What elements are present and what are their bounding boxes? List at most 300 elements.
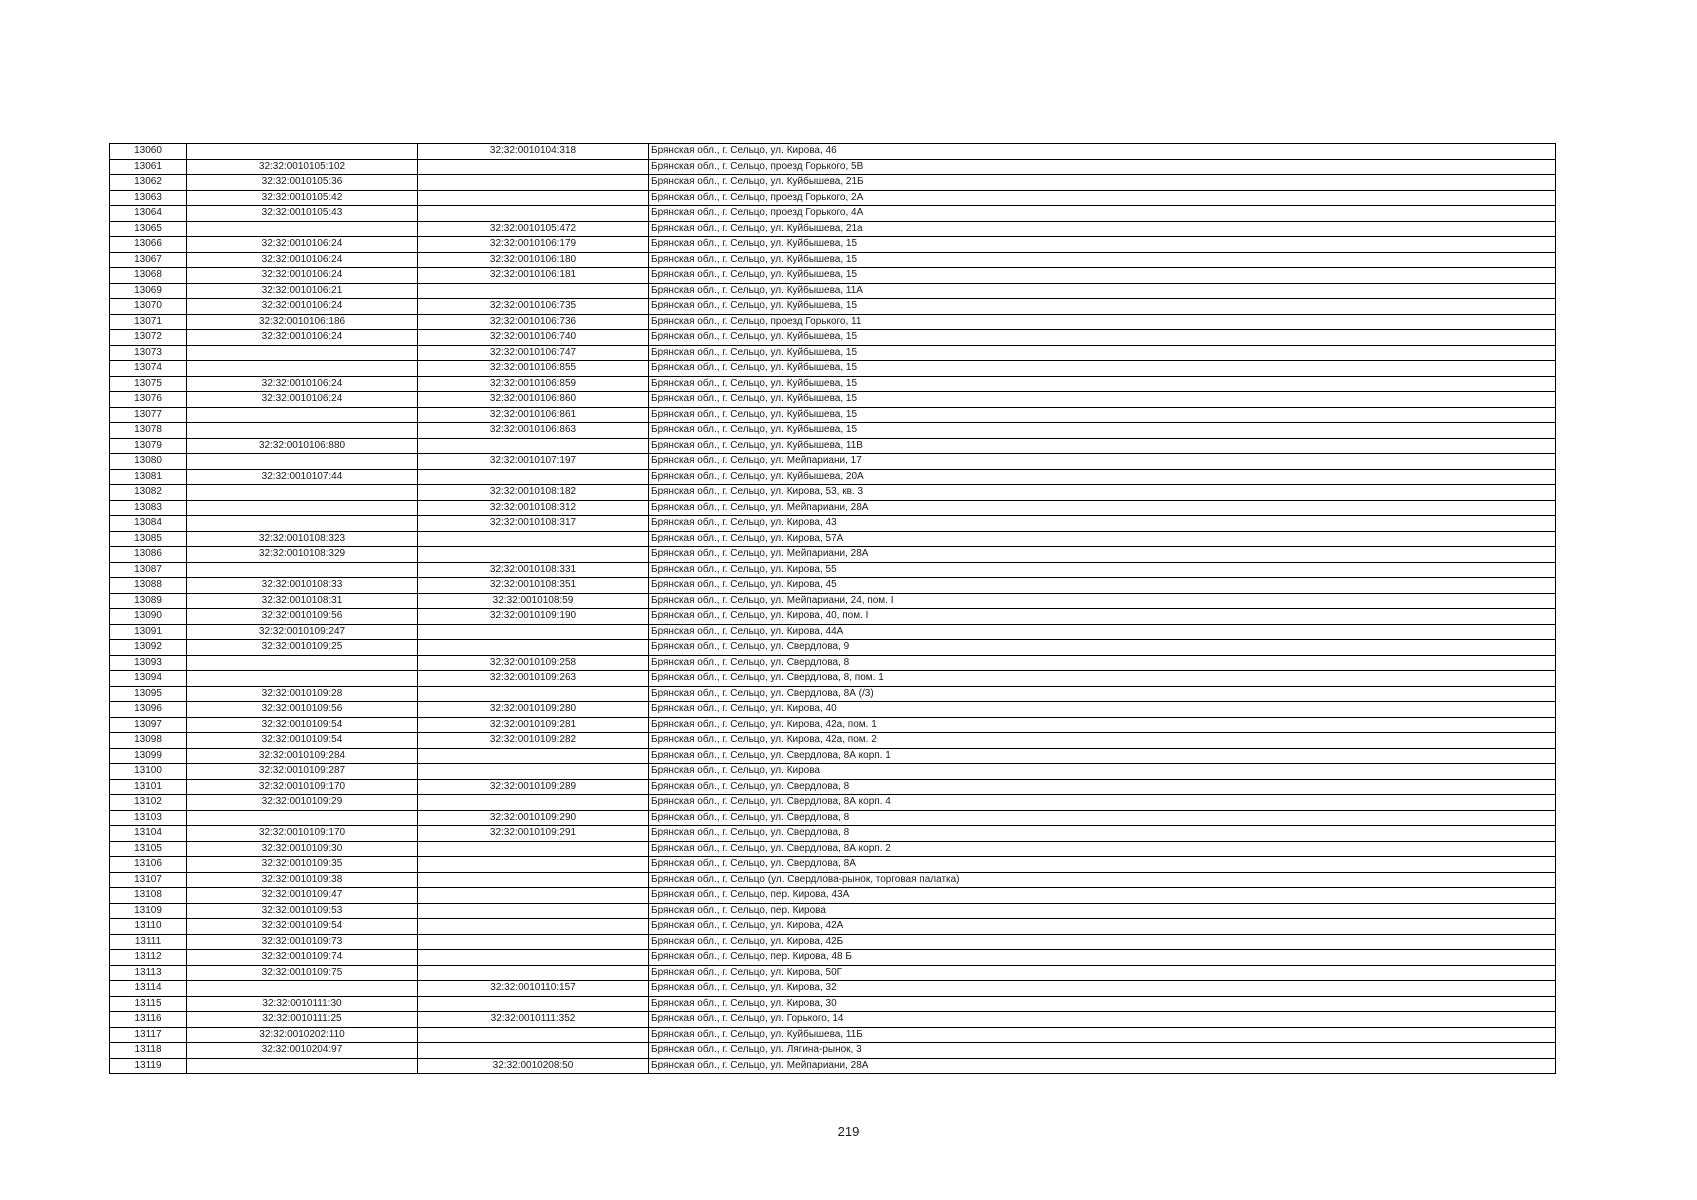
cadastral-number-cell: 32:32:0010109:47	[187, 888, 418, 904]
row-number-cell: 13115	[110, 996, 187, 1012]
row-number-cell: 13061	[110, 159, 187, 175]
table-row	[110, 159, 1556, 175]
address-cell: Брянская обл., г. Сельцо, ул. Кирова, 30	[649, 996, 1556, 1012]
table-row	[110, 593, 1556, 609]
row-number-cell: 13062	[110, 175, 187, 191]
address-cell: Брянская обл., г. Сельцо, ул. Кирова, 55	[649, 562, 1556, 578]
new-cadastral-number-cell: 32:32:0010108:331	[418, 562, 649, 578]
table-row	[110, 857, 1556, 873]
registry-table	[109, 143, 1556, 1074]
new-cadastral-number-cell	[418, 795, 649, 811]
new-cadastral-number-cell	[418, 547, 649, 563]
new-cadastral-number-cell: 32:32:0010106:747	[418, 345, 649, 361]
new-cadastral-number-cell	[418, 748, 649, 764]
new-cadastral-number-cell: 32:32:0010106:861	[418, 407, 649, 423]
address-cell: Брянская обл., г. Сельцо, ул. Кирова, 45	[649, 578, 1556, 594]
cadastral-number-cell: 32:32:0010105:42	[187, 190, 418, 206]
cadastral-number-cell: 32:32:0010108:323	[187, 531, 418, 547]
cadastral-number-cell: 32:32:0010109:74	[187, 950, 418, 966]
table-row	[110, 299, 1556, 315]
cadastral-number-cell: 32:32:0010109:29	[187, 795, 418, 811]
address-cell: Брянская обл., г. Сельцо, проезд Горького, 2А	[649, 190, 1556, 206]
cadastral-number-cell: 32:32:0010109:56	[187, 609, 418, 625]
row-number-cell: 13091	[110, 624, 187, 640]
row-number-cell: 13117	[110, 1027, 187, 1043]
row-number-cell: 13106	[110, 857, 187, 873]
row-number-cell: 13096	[110, 702, 187, 718]
table-row	[110, 407, 1556, 423]
address-cell: Брянская обл., г. Сельцо, ул. Мейпариани, 28А	[649, 1058, 1556, 1074]
address-cell: Брянская обл., г. Сельцо, ул. Кирова, 46	[649, 144, 1556, 160]
address-cell: Брянская обл., г. Сельцо, ул. Кирова, 32	[649, 981, 1556, 997]
new-cadastral-number-cell	[418, 190, 649, 206]
row-number-cell: 13118	[110, 1043, 187, 1059]
row-number-cell: 13088	[110, 578, 187, 594]
new-cadastral-number-cell: 32:32:0010109:263	[418, 671, 649, 687]
address-cell: Брянская обл., г. Сельцо, ул. Кирова, 50Г	[649, 965, 1556, 981]
table-row	[110, 252, 1556, 268]
table-row	[110, 268, 1556, 284]
row-number-cell: 13101	[110, 779, 187, 795]
address-cell: Брянская обл., г. Сельцо, ул. Куйбышева, 15	[649, 361, 1556, 377]
new-cadastral-number-cell: 32:32:0010104:318	[418, 144, 649, 160]
cadastral-number-cell: 32:32:0010105:43	[187, 206, 418, 222]
address-cell: Брянская обл., г. Сельцо, ул. Мейпариани, 28А	[649, 547, 1556, 563]
table-row	[110, 950, 1556, 966]
address-cell: Брянская обл., г. Сельцо, ул. Кирова, 57А	[649, 531, 1556, 547]
row-number-cell: 13060	[110, 144, 187, 160]
address-cell: Брянская обл., г. Сельцо, ул. Куйбышева, 15	[649, 423, 1556, 439]
new-cadastral-number-cell	[418, 686, 649, 702]
address-cell: Брянская обл., г. Сельцо, ул. Кирова, 44А	[649, 624, 1556, 640]
new-cadastral-number-cell: 32:32:0010108:312	[418, 500, 649, 516]
new-cadastral-number-cell: 32:32:0010109:280	[418, 702, 649, 718]
table-row	[110, 423, 1556, 439]
row-number-cell: 13107	[110, 872, 187, 888]
new-cadastral-number-cell	[418, 841, 649, 857]
cadastral-number-cell	[187, 454, 418, 470]
new-cadastral-number-cell: 32:32:0010109:290	[418, 810, 649, 826]
cadastral-number-cell: 32:32:0010105:102	[187, 159, 418, 175]
cadastral-number-cell	[187, 345, 418, 361]
new-cadastral-number-cell	[418, 764, 649, 780]
cadastral-number-cell: 32:32:0010109:287	[187, 764, 418, 780]
cadastral-number-cell	[187, 810, 418, 826]
new-cadastral-number-cell: 32:32:0010106:179	[418, 237, 649, 253]
row-number-cell: 13064	[110, 206, 187, 222]
cadastral-number-cell: 32:32:0010106:24	[187, 299, 418, 315]
table-row	[110, 919, 1556, 935]
cadastral-number-cell: 32:32:0010109:30	[187, 841, 418, 857]
address-cell: Брянская обл., г. Сельцо, ул. Куйбышева, 15	[649, 407, 1556, 423]
address-cell: Брянская обл., г. Сельцо, пер. Кирова	[649, 903, 1556, 919]
new-cadastral-number-cell: 32:32:0010109:289	[418, 779, 649, 795]
address-cell: Брянская обл., г. Сельцо, ул. Свердлова, 8	[649, 779, 1556, 795]
row-number-cell: 13080	[110, 454, 187, 470]
table-row	[110, 438, 1556, 454]
row-number-cell: 13090	[110, 609, 187, 625]
row-number-cell: 13068	[110, 268, 187, 284]
new-cadastral-number-cell: 32:32:0010109:258	[418, 655, 649, 671]
table-row	[110, 764, 1556, 780]
new-cadastral-number-cell: 32:32:0010106:740	[418, 330, 649, 346]
address-cell: Брянская обл., г. Сельцо, ул. Кирова, 42а, пом. 1	[649, 717, 1556, 733]
table-row	[110, 655, 1556, 671]
address-cell: Брянская обл., г. Сельцо, ул. Свердлова, 9	[649, 640, 1556, 656]
new-cadastral-number-cell: 32:32:0010106:180	[418, 252, 649, 268]
cadastral-number-cell: 32:32:0010109:54	[187, 717, 418, 733]
table-row	[110, 733, 1556, 749]
table-row	[110, 221, 1556, 237]
address-cell: Брянская обл., г. Сельцо, ул. Кирова, 43	[649, 516, 1556, 532]
cadastral-number-cell: 32:32:0010109:25	[187, 640, 418, 656]
new-cadastral-number-cell: 32:32:0010108:182	[418, 485, 649, 501]
address-cell: Брянская обл., г. Сельцо, ул. Свердлова, 8А	[649, 857, 1556, 873]
table-row	[110, 190, 1556, 206]
registry-table-body	[110, 144, 1556, 1074]
cadastral-number-cell: 32:32:0010106:21	[187, 283, 418, 299]
address-cell: Брянская обл., г. Сельцо, ул. Кирова, 42а, пом. 2	[649, 733, 1556, 749]
cadastral-number-cell: 32:32:0010109:35	[187, 857, 418, 873]
address-cell: Брянская обл., г. Сельцо, ул. Кирова, 40	[649, 702, 1556, 718]
table-row	[110, 376, 1556, 392]
address-cell: Брянская обл., г. Сельцо, проезд Горького, 11	[649, 314, 1556, 330]
table-row	[110, 903, 1556, 919]
address-cell: Брянская обл., г. Сельцо, ул. Куйбышева, 15	[649, 299, 1556, 315]
new-cadastral-number-cell	[418, 438, 649, 454]
row-number-cell: 13098	[110, 733, 187, 749]
cadastral-number-cell	[187, 1058, 418, 1074]
new-cadastral-number-cell: 32:32:0010109:281	[418, 717, 649, 733]
cadastral-number-cell: 32:32:0010109:247	[187, 624, 418, 640]
new-cadastral-number-cell	[418, 872, 649, 888]
table-row	[110, 810, 1556, 826]
table-row	[110, 702, 1556, 718]
address-cell: Брянская обл., г. Сельцо, ул. Свердлова, 8А (/3)	[649, 686, 1556, 702]
cadastral-number-cell	[187, 423, 418, 439]
table-row	[110, 237, 1556, 253]
new-cadastral-number-cell	[418, 159, 649, 175]
new-cadastral-number-cell: 32:32:0010106:735	[418, 299, 649, 315]
row-number-cell: 13103	[110, 810, 187, 826]
table-row	[110, 1012, 1556, 1028]
new-cadastral-number-cell: 32:32:0010109:291	[418, 826, 649, 842]
cadastral-number-cell: 32:32:0010108:329	[187, 547, 418, 563]
row-number-cell: 13119	[110, 1058, 187, 1074]
new-cadastral-number-cell: 32:32:0010106:181	[418, 268, 649, 284]
table-row	[110, 996, 1556, 1012]
row-number-cell: 13074	[110, 361, 187, 377]
row-number-cell: 13081	[110, 469, 187, 485]
cadastral-number-cell: 32:32:0010106:24	[187, 268, 418, 284]
address-cell: Брянская обл., г. Сельцо, ул. Кирова, 42Б	[649, 934, 1556, 950]
new-cadastral-number-cell	[418, 640, 649, 656]
cadastral-number-cell: 32:32:0010109:73	[187, 934, 418, 950]
address-cell: Брянская обл., г. Сельцо, ул. Куйбышева, 11В	[649, 438, 1556, 454]
row-number-cell: 13095	[110, 686, 187, 702]
new-cadastral-number-cell	[418, 1027, 649, 1043]
cadastral-number-cell: 32:32:0010106:24	[187, 237, 418, 253]
row-number-cell: 13108	[110, 888, 187, 904]
row-number-cell: 13076	[110, 392, 187, 408]
cadastral-number-cell: 32:32:0010202:110	[187, 1027, 418, 1043]
row-number-cell: 13100	[110, 764, 187, 780]
cadastral-number-cell: 32:32:0010111:30	[187, 996, 418, 1012]
address-cell: Брянская обл., г. Сельцо, ул. Кирова, 42А	[649, 919, 1556, 935]
row-number-cell: 13097	[110, 717, 187, 733]
cadastral-number-cell: 32:32:0010105:36	[187, 175, 418, 191]
table-row	[110, 640, 1556, 656]
address-cell: Брянская обл., г. Сельцо, ул. Куйбышева, 11А	[649, 283, 1556, 299]
cadastral-number-cell: 32:32:0010106:186	[187, 314, 418, 330]
address-cell: Брянская обл., г. Сельцо, ул. Куйбышева, 15	[649, 330, 1556, 346]
new-cadastral-number-cell	[418, 950, 649, 966]
table-row	[110, 330, 1556, 346]
table-row	[110, 469, 1556, 485]
new-cadastral-number-cell: 32:32:0010108:351	[418, 578, 649, 594]
new-cadastral-number-cell: 32:32:0010208:50	[418, 1058, 649, 1074]
row-number-cell: 13071	[110, 314, 187, 330]
new-cadastral-number-cell: 32:32:0010106:855	[418, 361, 649, 377]
row-number-cell: 13082	[110, 485, 187, 501]
row-number-cell: 13093	[110, 655, 187, 671]
new-cadastral-number-cell: 32:32:0010106:863	[418, 423, 649, 439]
table-row	[110, 981, 1556, 997]
table-row	[110, 624, 1556, 640]
row-number-cell: 13111	[110, 934, 187, 950]
address-cell: Брянская обл., г. Сельцо, ул. Куйбышева, 11Б	[649, 1027, 1556, 1043]
new-cadastral-number-cell: 32:32:0010109:282	[418, 733, 649, 749]
address-cell: Брянская обл., г. Сельцо, ул. Лягина-рынок, 3	[649, 1043, 1556, 1059]
address-cell: Брянская обл., г. Сельцо, ул. Мейпариани, 24, пом. I	[649, 593, 1556, 609]
new-cadastral-number-cell	[418, 175, 649, 191]
row-number-cell: 13109	[110, 903, 187, 919]
row-number-cell: 13105	[110, 841, 187, 857]
cadastral-number-cell: 32:32:0010108:33	[187, 578, 418, 594]
table-row	[110, 965, 1556, 981]
cadastral-number-cell: 32:32:0010106:24	[187, 252, 418, 268]
table-row	[110, 1043, 1556, 1059]
row-number-cell: 13086	[110, 547, 187, 563]
cadastral-number-cell	[187, 655, 418, 671]
table-row	[110, 175, 1556, 191]
cadastral-number-cell: 32:32:0010109:284	[187, 748, 418, 764]
table-row	[110, 872, 1556, 888]
cadastral-number-cell	[187, 361, 418, 377]
table-row	[110, 454, 1556, 470]
cadastral-number-cell: 32:32:0010106:24	[187, 376, 418, 392]
address-cell: Брянская обл., г. Сельцо, ул. Кирова, 53, кв. 3	[649, 485, 1556, 501]
cadastral-number-cell: 32:32:0010106:24	[187, 392, 418, 408]
row-number-cell: 13073	[110, 345, 187, 361]
cadastral-number-cell: 32:32:0010109:54	[187, 919, 418, 935]
address-cell: Брянская обл., г. Сельцо, ул. Куйбышева, 15	[649, 376, 1556, 392]
table-row	[110, 888, 1556, 904]
new-cadastral-number-cell: 32:32:0010108:317	[418, 516, 649, 532]
table-row	[110, 144, 1556, 160]
cadastral-number-cell	[187, 221, 418, 237]
table-row	[110, 485, 1556, 501]
address-cell: Брянская обл., г. Сельцо, ул. Куйбышева, 21а	[649, 221, 1556, 237]
row-number-cell: 13099	[110, 748, 187, 764]
new-cadastral-number-cell	[418, 857, 649, 873]
address-cell: Брянская обл., г. Сельцо, ул. Кирова	[649, 764, 1556, 780]
new-cadastral-number-cell: 32:32:0010109:190	[418, 609, 649, 625]
address-cell: Брянская обл., г. Сельцо, проезд Горького, 5В	[649, 159, 1556, 175]
new-cadastral-number-cell	[418, 531, 649, 547]
table-row	[110, 206, 1556, 222]
cadastral-number-cell: 32:32:0010106:24	[187, 330, 418, 346]
table-row	[110, 795, 1556, 811]
table-row	[110, 686, 1556, 702]
table-row	[110, 826, 1556, 842]
row-number-cell: 13078	[110, 423, 187, 439]
new-cadastral-number-cell: 32:32:0010106:859	[418, 376, 649, 392]
address-cell: Брянская обл., г. Сельцо, ул. Куйбышева, 21Б	[649, 175, 1556, 191]
address-cell: Брянская обл., г. Сельцо, ул. Мейпариани, 17	[649, 454, 1556, 470]
row-number-cell: 13089	[110, 593, 187, 609]
cadastral-number-cell: 32:32:0010109:170	[187, 779, 418, 795]
table-row	[110, 1058, 1556, 1074]
new-cadastral-number-cell: 32:32:0010105:472	[418, 221, 649, 237]
address-cell: Брянская обл., г. Сельцо (ул. Свердлова-рынок, торговая палатка)	[649, 872, 1556, 888]
address-cell: Брянская обл., г. Сельцо, ул. Куйбышева, 15	[649, 237, 1556, 253]
row-number-cell: 13087	[110, 562, 187, 578]
table-row	[110, 609, 1556, 625]
table-row	[110, 531, 1556, 547]
row-number-cell: 13070	[110, 299, 187, 315]
address-cell: Брянская обл., г. Сельцо, ул. Куйбышева, 15	[649, 392, 1556, 408]
address-cell: Брянская обл., г. Сельцо, ул. Куйбышева, 15	[649, 252, 1556, 268]
cadastral-number-cell: 32:32:0010111:25	[187, 1012, 418, 1028]
address-cell: Брянская обл., г. Сельцо, ул. Свердлова, 8	[649, 826, 1556, 842]
row-number-cell: 13116	[110, 1012, 187, 1028]
row-number-cell: 13112	[110, 950, 187, 966]
row-number-cell: 13110	[110, 919, 187, 935]
new-cadastral-number-cell	[418, 206, 649, 222]
address-cell: Брянская обл., г. Сельцо, проезд Горького, 4А	[649, 206, 1556, 222]
page-number: 219	[837, 1124, 860, 1139]
address-cell: Брянская обл., г. Сельцо, ул. Свердлова, 8А корп. 4	[649, 795, 1556, 811]
row-number-cell: 13072	[110, 330, 187, 346]
row-number-cell: 13063	[110, 190, 187, 206]
cadastral-number-cell: 32:32:0010109:38	[187, 872, 418, 888]
new-cadastral-number-cell	[418, 888, 649, 904]
new-cadastral-number-cell: 32:32:0010108:59	[418, 593, 649, 609]
cadastral-number-cell: 32:32:0010109:170	[187, 826, 418, 842]
address-cell: Брянская обл., г. Сельцо, ул. Куйбышева, 15	[649, 268, 1556, 284]
cadastral-number-cell: 32:32:0010109:53	[187, 903, 418, 919]
address-cell: Брянская обл., г. Сельцо, ул. Куйбышева, 20А	[649, 469, 1556, 485]
cadastral-number-cell: 32:32:0010106:880	[187, 438, 418, 454]
address-cell: Брянская обл., г. Сельцо, ул. Мейпариани, 28А	[649, 500, 1556, 516]
cadastral-number-cell: 32:32:0010204:97	[187, 1043, 418, 1059]
table-row	[110, 516, 1556, 532]
row-number-cell: 13102	[110, 795, 187, 811]
table-row	[110, 562, 1556, 578]
new-cadastral-number-cell	[418, 903, 649, 919]
row-number-cell: 13066	[110, 237, 187, 253]
row-number-cell: 13077	[110, 407, 187, 423]
new-cadastral-number-cell	[418, 469, 649, 485]
table-row	[110, 314, 1556, 330]
row-number-cell: 13104	[110, 826, 187, 842]
table-row	[110, 717, 1556, 733]
table-row	[110, 500, 1556, 516]
table-row	[110, 283, 1556, 299]
new-cadastral-number-cell	[418, 624, 649, 640]
address-cell: Брянская обл., г. Сельцо, ул. Кирова, 40, пом. I	[649, 609, 1556, 625]
table-row	[110, 934, 1556, 950]
row-number-cell: 13079	[110, 438, 187, 454]
address-cell: Брянская обл., г. Сельцо, ул. Горького, 14	[649, 1012, 1556, 1028]
cadastral-number-cell	[187, 981, 418, 997]
table-row	[110, 841, 1556, 857]
cadastral-number-cell: 32:32:0010109:75	[187, 965, 418, 981]
cadastral-number-cell: 32:32:0010108:31	[187, 593, 418, 609]
cadastral-number-cell	[187, 144, 418, 160]
cadastral-number-cell	[187, 671, 418, 687]
cadastral-number-cell	[187, 516, 418, 532]
row-number-cell: 13075	[110, 376, 187, 392]
new-cadastral-number-cell	[418, 283, 649, 299]
address-cell: Брянская обл., г. Сельцо, ул. Свердлова, 8, пом. 1	[649, 671, 1556, 687]
new-cadastral-number-cell: 32:32:0010111:352	[418, 1012, 649, 1028]
cadastral-number-cell: 32:32:0010109:28	[187, 686, 418, 702]
cadastral-number-cell	[187, 407, 418, 423]
table-row	[110, 1027, 1556, 1043]
address-cell: Брянская обл., г. Сельцо, ул. Свердлова, 8А корп. 1	[649, 748, 1556, 764]
cadastral-number-cell	[187, 485, 418, 501]
table-row	[110, 779, 1556, 795]
row-number-cell: 13083	[110, 500, 187, 516]
address-cell: Брянская обл., г. Сельцо, пер. Кирова, 43А	[649, 888, 1556, 904]
new-cadastral-number-cell	[418, 919, 649, 935]
cadastral-number-cell: 32:32:0010109:56	[187, 702, 418, 718]
new-cadastral-number-cell: 32:32:0010106:860	[418, 392, 649, 408]
cadastral-number-cell	[187, 500, 418, 516]
table-row	[110, 578, 1556, 594]
address-cell: Брянская обл., г. Сельцо, ул. Свердлова, 8	[649, 810, 1556, 826]
row-number-cell: 13113	[110, 965, 187, 981]
row-number-cell: 13092	[110, 640, 187, 656]
row-number-cell: 13114	[110, 981, 187, 997]
cadastral-number-cell: 32:32:0010109:54	[187, 733, 418, 749]
row-number-cell: 13067	[110, 252, 187, 268]
table-row	[110, 748, 1556, 764]
address-cell: Брянская обл., г. Сельцо, пер. Кирова, 48 Б	[649, 950, 1556, 966]
address-cell: Брянская обл., г. Сельцо, ул. Свердлова, 8А корп. 2	[649, 841, 1556, 857]
cadastral-number-cell: 32:32:0010107:44	[187, 469, 418, 485]
row-number-cell: 13065	[110, 221, 187, 237]
new-cadastral-number-cell: 32:32:0010107:197	[418, 454, 649, 470]
table-row	[110, 361, 1556, 377]
new-cadastral-number-cell: 32:32:0010106:736	[418, 314, 649, 330]
row-number-cell: 13069	[110, 283, 187, 299]
row-number-cell: 13085	[110, 531, 187, 547]
table-row	[110, 392, 1556, 408]
table-row	[110, 345, 1556, 361]
new-cadastral-number-cell	[418, 965, 649, 981]
cadastral-number-cell	[187, 562, 418, 578]
address-cell: Брянская обл., г. Сельцо, ул. Свердлова, 8	[649, 655, 1556, 671]
new-cadastral-number-cell	[418, 934, 649, 950]
new-cadastral-number-cell: 32:32:0010110:157	[418, 981, 649, 997]
table-row	[110, 547, 1556, 563]
row-number-cell: 13094	[110, 671, 187, 687]
table-row	[110, 671, 1556, 687]
new-cadastral-number-cell	[418, 996, 649, 1012]
